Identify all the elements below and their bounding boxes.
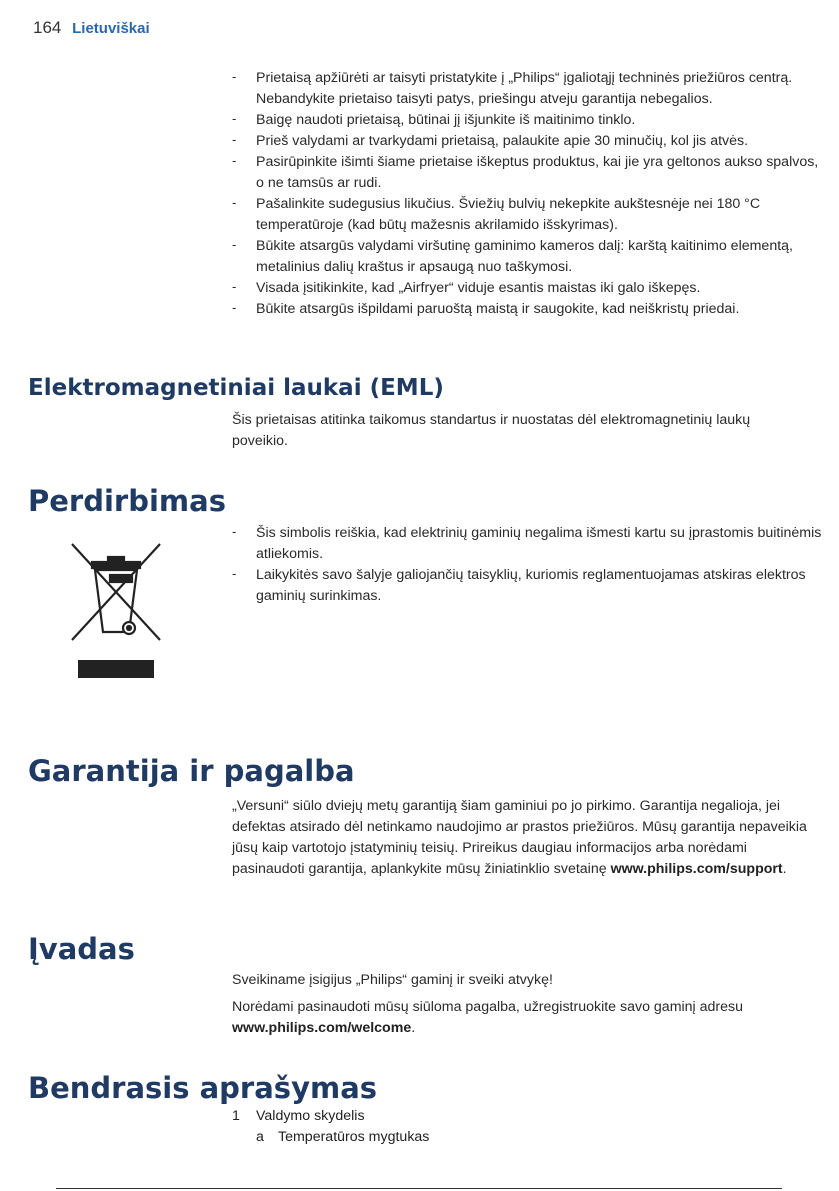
weee-bin-icon (68, 540, 164, 682)
list-item: - Baigę naudoti prietaisą, būtinai jį išjunkite iš maitinimo tinklo. (232, 110, 822, 131)
emf-heading: Elektromagnetiniai laukai (EML) (28, 375, 444, 401)
list-item: - Šis simbolis reiškia, kad elektrinių gaminių negalima išmesti kartu su įprastomis buitinėmis atliekomis. (232, 523, 822, 565)
emf-text: Šis prietaisas atitinka taikomus standartus ir nuostatas dėl elektromagnetinių laukų poveikio. (232, 412, 751, 449)
footer-divider (56, 1188, 782, 1189)
list-item: - Laikykitės savo šalyje galiojančių taisyklių, kuriomis reglamentuojamas atskiras elektros gaminių surinkimas. (232, 565, 822, 607)
list-item: - Pasirūpinkite išimti šiame prietaise iškeptus produktus, kai jie yra geltonos aukso spalvos, o ne tamsūs ar rudi. (232, 152, 822, 194)
warranty-heading: Garantija ir pagalba (28, 754, 355, 788)
list-item: - Prieš valydami ar tvarkydami prietaisą, palaukite apie 30 minučių, kol jis atvės. (232, 131, 822, 152)
subitem-letter: a (256, 1129, 264, 1145)
list-item: - Būkite atsargūs išpildami paruoštą maistą ir saugokite, kad neiškristų priedai. (232, 299, 822, 320)
item-number: 1 (232, 1108, 240, 1124)
subitem-label: Temperatūros mygtukas (278, 1129, 430, 1145)
warranty-period: . (782, 861, 787, 877)
warranty-text (232, 796, 807, 880)
support-link[interactable]: www.philips.com/support (610, 861, 783, 877)
page-header (33, 18, 150, 38)
intro-heading: Įvadas (28, 932, 135, 966)
list-item (232, 1106, 429, 1127)
recycling-heading: Perdirbimas (28, 484, 226, 518)
item-label: Valdymo skydelis (256, 1108, 365, 1124)
welcome-link[interactable]: www.philips.com/welcome (232, 1020, 412, 1036)
overview-list (232, 1106, 429, 1148)
list-item: - Visada įsitikinkite, kad „Airfryer“ viduje esantis maistas iki galo iškepęs. (232, 278, 822, 299)
list-item: - Pašalinkite sudegusius likučius. Šviežių bulvių nekepkite aukštesnėje nei 180 °C temperatūroje (kad būtų mažesnis akrilamido išskyrimas). (232, 194, 822, 236)
recycling-bullet-list (232, 523, 822, 607)
intro-period: . (411, 1020, 416, 1036)
language-label: Lietuviškai (72, 20, 150, 37)
warranty-body: „Versuni“ siūlo dviejų metų garantiją šiam gaminiui po jo pirkimo. Garantija negalioja, jei defektas atsirado dėl netinkamo naudojimo ar prastos priežiūros. Mūsų garantija nepaveikia jūsų kaip vartotojo įstatyminių teisių. Prireikus daugiau informacijos arba norėdami pasinaudoti garantija, aplankykite mūsų žiniatinklio svetainę (232, 798, 807, 877)
intro-register-body: Norėdami pasinaudoti mūsų siūloma pagalba, užregistruokite savo gaminį adresu (232, 999, 744, 1015)
overview-heading: Bendrasis aprašymas (28, 1071, 378, 1105)
page-number: 164 (33, 18, 62, 37)
intro-greeting: Sveikiname įsigijus „Philips“ gaminį ir sveiki atvykę! (232, 972, 553, 988)
list-item: - Būkite atsargūs valydami viršutinę gaminimo kameros dalį: karštą kaitinimo elementą, metalinius dalių kraštus ir apsaugą nuo taškymosi. (232, 236, 822, 278)
intro-register-text (232, 997, 807, 1039)
list-subitem (232, 1127, 429, 1148)
list-item: - Prietaisą apžiūrėti ar taisyti pristatykite į „Philips“ įgaliotąjį techninės priežiūros centrą. Nebandykite prietaiso taisyti patys, priešingu atveju garantija nebegalios. (232, 68, 822, 110)
safety-bullet-list (232, 68, 822, 320)
